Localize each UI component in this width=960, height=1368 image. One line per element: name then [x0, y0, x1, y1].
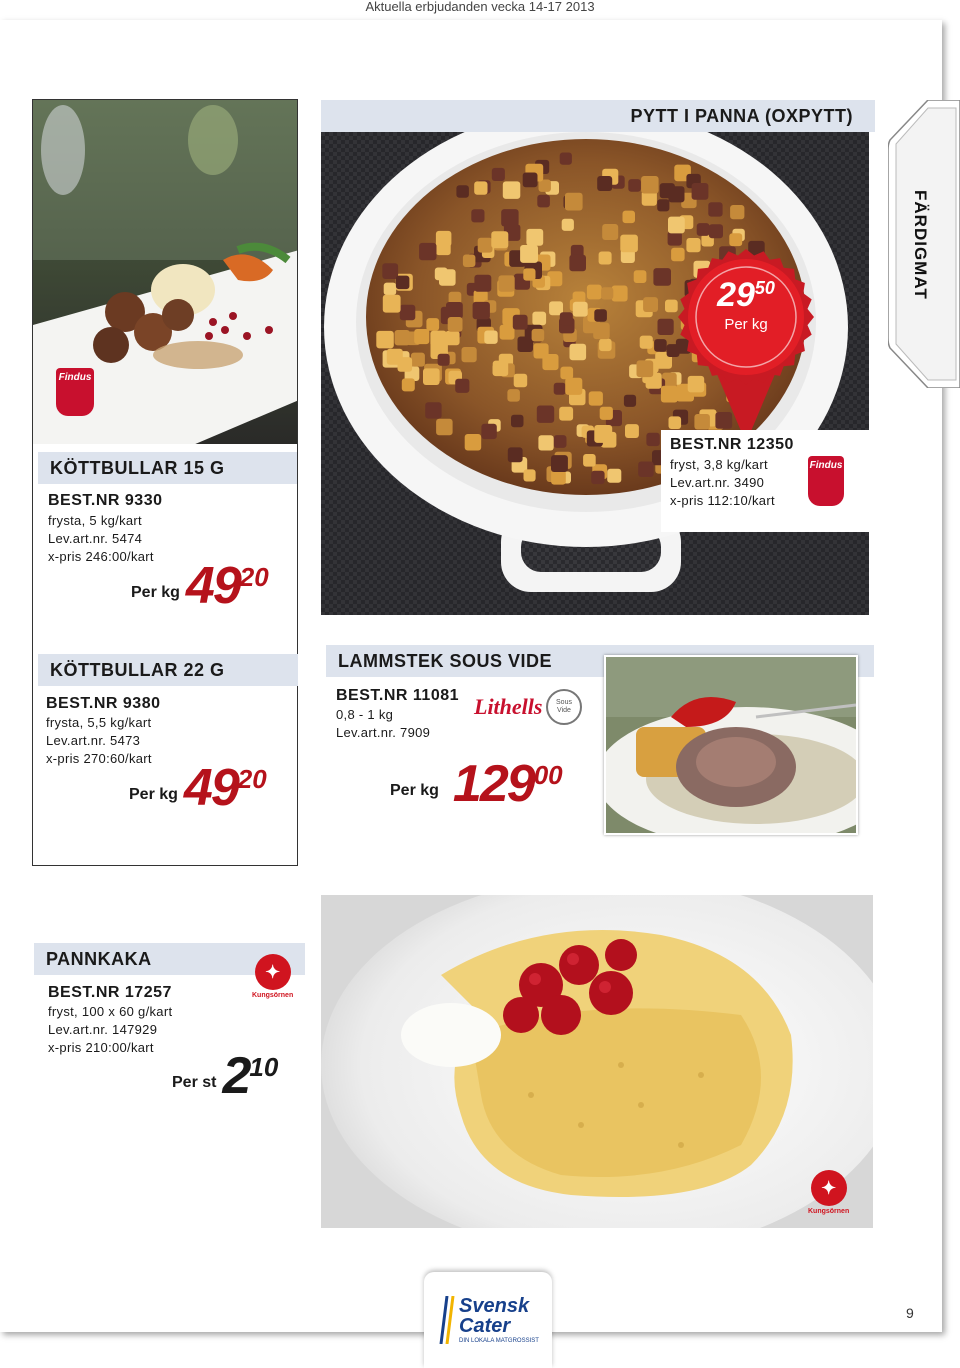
- hash-cube: [620, 235, 638, 253]
- findus-logo: Findus: [56, 368, 94, 416]
- hash-cube: [668, 231, 682, 245]
- hash-cube: [612, 286, 628, 302]
- product-code: BEST.NR 11081: [336, 687, 460, 704]
- hash-cube: [668, 217, 685, 234]
- hash-cube: [599, 339, 612, 352]
- hash-cube: [411, 353, 425, 367]
- logo-line1: Svensk: [459, 1295, 530, 1317]
- product-code: BEST.NR 12350: [670, 436, 794, 453]
- hash-cube: [456, 185, 469, 198]
- seal-text: Sous Vide: [556, 699, 572, 714]
- price-decimal: 00: [533, 760, 563, 790]
- price-decimal: 20: [237, 764, 267, 794]
- product-title: PANNKAKA: [34, 943, 305, 975]
- hash-cube: [551, 470, 566, 485]
- price-decimal: 10: [249, 1052, 279, 1082]
- product-xpris: x-pris 210:00/kart: [48, 1040, 154, 1055]
- hash-cube: [554, 383, 566, 395]
- hash-cube: [426, 318, 439, 331]
- price-unit: Per kg: [129, 786, 178, 803]
- price-main: 29: [717, 276, 755, 314]
- hash-cube: [465, 434, 482, 451]
- hash-cube: [554, 435, 567, 448]
- hash-cube: [445, 331, 459, 345]
- hash-cube: [599, 252, 612, 265]
- hash-cube: [729, 233, 742, 246]
- hash-cube: [436, 419, 453, 436]
- hash-cube: [570, 344, 587, 361]
- price-main: 129: [452, 755, 534, 813]
- product-pack: fryst, 3,8 kg/kart: [670, 457, 768, 472]
- price-unit: Per st: [172, 1074, 217, 1091]
- product-pack: frysta, 5,5 kg/kart: [46, 715, 152, 730]
- hash-cube: [402, 378, 415, 391]
- hash-cube: [602, 224, 618, 240]
- hash-cube: [730, 205, 744, 219]
- hash-cube: [436, 231, 452, 247]
- hash-cube: [473, 302, 490, 319]
- hash-cube: [501, 209, 518, 226]
- hash-cube: [532, 329, 545, 342]
- product-title: LAMMSTEK SOUS VIDE: [326, 645, 874, 677]
- hash-cube: [439, 269, 456, 286]
- price-unit: Per kg: [724, 316, 768, 333]
- hash-cube: [513, 315, 528, 330]
- kungsornen-logo: [808, 1170, 849, 1215]
- product-artnr: Lev.art.nr. 147929: [48, 1022, 158, 1037]
- hash-cube: [640, 336, 653, 349]
- kungsornen-label: Kungsörnen: [252, 992, 294, 999]
- hash-cube: [653, 268, 671, 286]
- hash-cube: [491, 231, 508, 248]
- hash-cube: [597, 176, 612, 191]
- hash-cube: [518, 337, 534, 353]
- price-tag: [129, 759, 267, 817]
- hash-cube: [455, 379, 469, 393]
- hash-cube: [396, 276, 410, 290]
- product-artnr: Lev.art.nr. 3490: [670, 475, 765, 490]
- hash-cube: [514, 374, 528, 388]
- pytt-price: [688, 278, 804, 333]
- hash-cube: [384, 283, 397, 296]
- hash-cube: [508, 447, 523, 462]
- hash-cube: [414, 329, 429, 344]
- hash-cube: [657, 199, 669, 211]
- hash-cube: [551, 455, 568, 472]
- hash-cube: [658, 319, 674, 335]
- logo-line2: Cater: [459, 1315, 511, 1337]
- hash-cube: [526, 229, 543, 246]
- product-pack: frysta, 5 kg/kart: [48, 513, 142, 528]
- product-artnr: Lev.art.nr. 5473: [46, 733, 141, 748]
- hash-cube: [471, 209, 484, 222]
- price-decimal: 50: [754, 278, 775, 298]
- hash-cube: [430, 331, 446, 347]
- product-title: KÖTTBULLAR 15 G: [38, 452, 298, 484]
- price-main: 49: [185, 557, 240, 615]
- hash-cube: [523, 268, 535, 280]
- price-decimal: 20: [239, 562, 269, 592]
- price-main: 2: [222, 1047, 250, 1105]
- hash-cube: [560, 367, 573, 380]
- product-artnr: Lev.art.nr. 5474: [48, 531, 143, 546]
- product-xpris: x-pris 246:00/kart: [48, 549, 154, 564]
- hash-cube: [594, 425, 612, 443]
- hash-cube: [560, 153, 572, 165]
- eagle-icon: ✦: [255, 954, 291, 990]
- sous-vide-seal: [546, 689, 582, 725]
- hash-cube: [387, 349, 403, 365]
- hash-cube: [537, 195, 550, 208]
- hash-cube: [532, 312, 546, 326]
- hash-cube: [569, 255, 586, 272]
- hash-cube: [425, 402, 441, 418]
- price-tag: [172, 1047, 279, 1105]
- hash-cube: [493, 361, 509, 377]
- hash-cube: [643, 297, 658, 312]
- logo-tagline: DIN LOKALA MATGROSSIST: [459, 1338, 539, 1344]
- hash-cube: [565, 193, 583, 211]
- hash-cube: [591, 471, 604, 484]
- hash-cube: [478, 238, 493, 253]
- hash-cube: [446, 302, 463, 319]
- side-tab-label: FÄRDIGMAT: [911, 190, 930, 300]
- hash-cube: [481, 424, 496, 439]
- hash-cube: [462, 347, 477, 362]
- hash-cube: [542, 354, 558, 370]
- hash-cube: [382, 263, 398, 279]
- product-artnr: Lev.art.nr. 7909: [336, 725, 431, 740]
- product-pack: fryst, 100 x 60 g/kart: [48, 1004, 173, 1019]
- hash-cube: [587, 285, 602, 300]
- hash-cube: [537, 406, 554, 423]
- hash-cube: [419, 243, 436, 260]
- hash-cube: [628, 179, 641, 192]
- hash-cube: [395, 330, 410, 345]
- lamb-photo: [604, 655, 858, 835]
- hash-cube: [634, 270, 647, 283]
- hash-cube: [438, 354, 450, 366]
- kungsornen-label: Kungsörnen: [808, 1208, 850, 1215]
- hash-cube: [623, 211, 636, 224]
- hash-cube: [523, 173, 538, 188]
- eagle-icon: ✦: [811, 1170, 847, 1206]
- hash-cube: [492, 168, 505, 181]
- hash-cube: [589, 391, 603, 405]
- product-title: KÖTTBULLAR 22 G: [38, 654, 298, 686]
- price-tag: [390, 755, 563, 813]
- price-unit: Per kg: [390, 782, 439, 799]
- stripes-icon: [437, 1296, 455, 1344]
- hash-cube: [646, 433, 659, 446]
- price-main: 49: [183, 759, 238, 817]
- price-tag: [131, 557, 269, 615]
- hash-cube: [583, 454, 596, 467]
- hash-cube: [593, 323, 610, 340]
- product-xpris: x-pris 270:60/kart: [46, 751, 152, 766]
- hash-cube: [709, 224, 723, 238]
- page-number: 9: [906, 1305, 914, 1321]
- hash-cube: [637, 360, 654, 377]
- hash-cube: [474, 275, 491, 292]
- hash-cube: [625, 424, 639, 438]
- hash-cube: [600, 407, 613, 420]
- hash-cube: [376, 331, 394, 349]
- product-weight: 0,8 - 1 kg: [336, 707, 394, 722]
- product-title: [321, 100, 875, 132]
- hash-cube: [594, 309, 607, 322]
- hash-cube: [538, 435, 553, 450]
- hash-cube: [638, 462, 654, 478]
- pancake-photo: [321, 895, 873, 1228]
- hash-cube: [697, 223, 710, 236]
- hash-cube: [708, 202, 722, 216]
- hash-cube: [560, 312, 573, 325]
- hash-cube: [383, 295, 401, 313]
- hash-cube: [520, 245, 538, 263]
- product-code: BEST.NR 17257: [48, 984, 172, 1001]
- hash-cube: [565, 378, 582, 395]
- hash-cube: [498, 275, 514, 291]
- price-unit: Per kg: [131, 584, 180, 601]
- hash-cube: [692, 183, 709, 200]
- hash-cube: [423, 368, 440, 385]
- hash-cube: [668, 186, 684, 202]
- hash-cube: [400, 305, 416, 321]
- findus-logo: Findus: [808, 456, 844, 506]
- hash-cube: [507, 389, 520, 402]
- hash-cube: [448, 317, 463, 332]
- hash-cube: [562, 219, 574, 231]
- product-title-text: PYTT I PANNA (OXPYTT): [630, 105, 853, 126]
- hash-cube: [463, 255, 476, 268]
- hash-cube: [524, 469, 536, 481]
- hash-cube: [559, 407, 573, 421]
- hash-cube: [503, 181, 521, 199]
- hash-cube: [484, 331, 497, 344]
- hash-cube: [474, 181, 487, 194]
- lithells-logo: Lithells: [474, 694, 543, 719]
- kungsornen-logo: [252, 954, 293, 999]
- hash-cube: [511, 415, 524, 428]
- hash-cube: [601, 287, 613, 299]
- product-code: BEST.NR 9380: [46, 695, 161, 712]
- svensk-cater-logo: [424, 1272, 552, 1368]
- hash-cube: [500, 325, 515, 340]
- hash-cube: [607, 469, 621, 483]
- product-xpris: x-pris 112:10/kart: [670, 493, 775, 508]
- hash-cube: [573, 302, 588, 317]
- hash-cube: [654, 339, 667, 352]
- page-header: Aktuella erbjudanden vecka 14-17 2013: [365, 0, 595, 14]
- hash-cube: [641, 176, 659, 194]
- hash-cube: [624, 395, 636, 407]
- product-code: BEST.NR 9330: [48, 492, 163, 509]
